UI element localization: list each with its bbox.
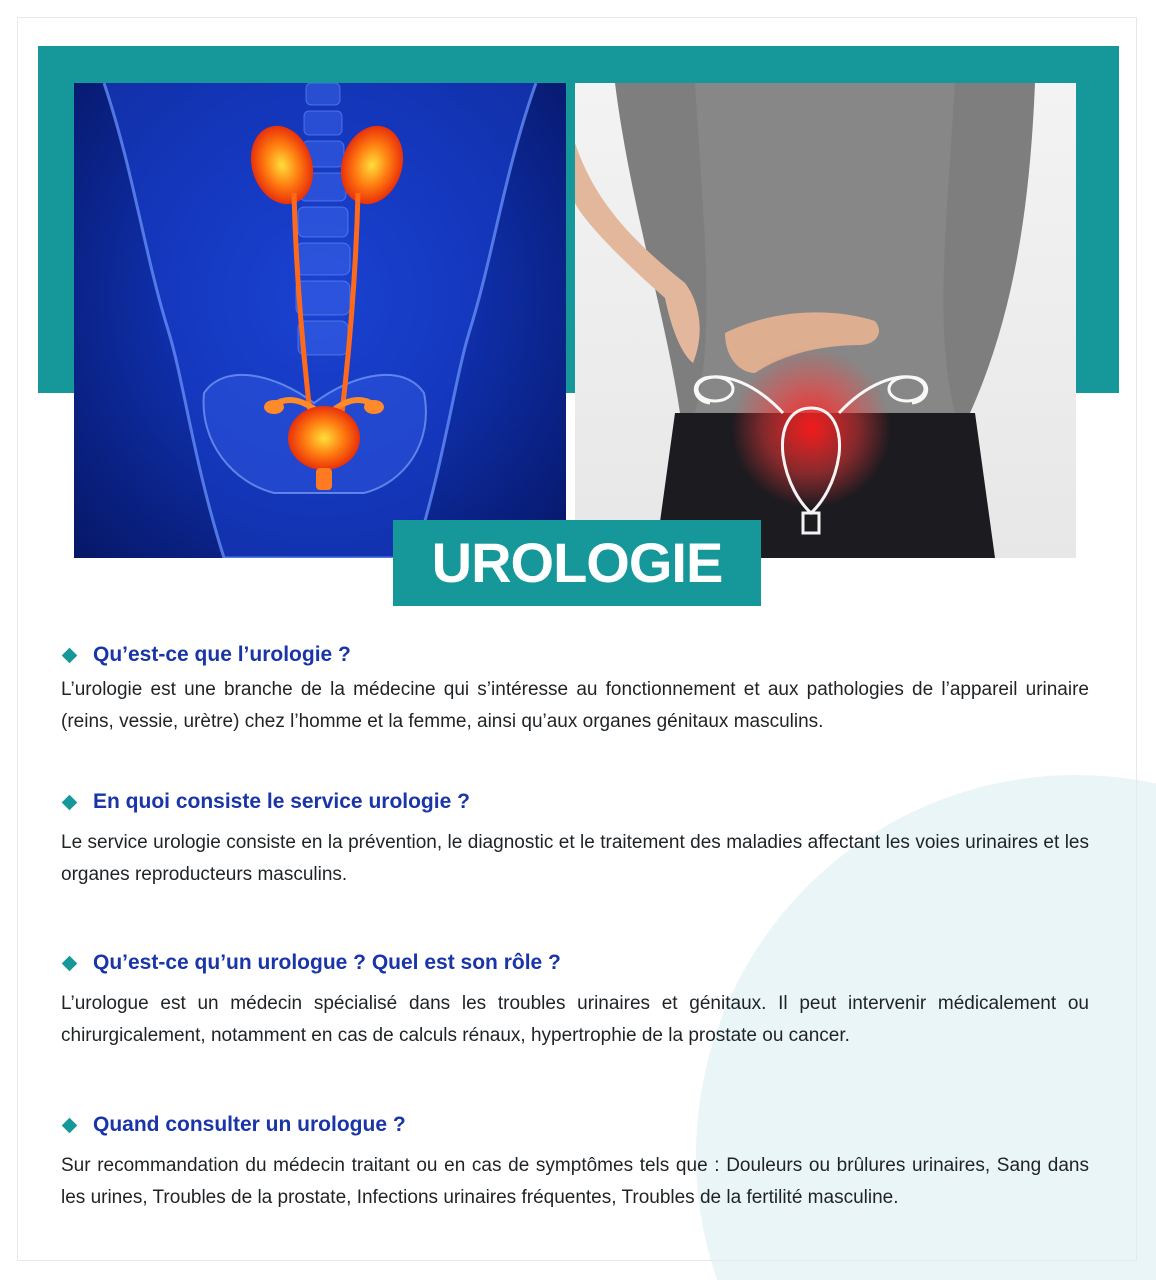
section-title: Qu’est-ce qu’un urologue ? Quel est son rôle ? <box>93 951 561 974</box>
section-urologist-role <box>61 948 1089 1052</box>
diamond-bullet-icon <box>62 955 78 971</box>
section-when-to-consult <box>61 1110 1089 1214</box>
section-heading <box>61 640 1089 670</box>
section-service-urology <box>61 787 1089 891</box>
abdominal-pain-photo <box>575 83 1076 558</box>
section-title: Quand consulter un urologue ? <box>93 1113 406 1136</box>
abdominal-pain-svg <box>575 83 1076 558</box>
title-banner <box>393 520 761 606</box>
page-title: UROLOGIE <box>431 531 723 594</box>
section-heading <box>61 787 1089 817</box>
diamond-bullet-icon <box>62 794 78 810</box>
section-what-is-urology <box>61 640 1089 738</box>
section-body: L’urologue est un médecin spécialisé dans les troubles urinaires et génitaux. Il peut intervenir médicalement ou chirurgicalement, notamment en cas de calculs rénaux, hypertrophie de la prostate ou cancer. <box>61 993 1089 1046</box>
anatomy-illustration <box>74 83 566 558</box>
diamond-bullet-icon <box>62 647 78 663</box>
section-title: Qu’est-ce que l’urologie ? <box>93 643 351 666</box>
diamond-bullet-icon <box>62 1117 78 1133</box>
section-body: Le service urologie consiste en la prévention, le diagnostic et le traitement des maladies affectant les voies urinaires et les organes reproducteurs masculins. <box>61 832 1089 885</box>
section-heading <box>61 948 1089 978</box>
anatomy-svg <box>74 83 566 558</box>
section-body: Sur recommandation du médecin traitant ou en cas de symptômes tels que : Douleurs ou brûlures urinaires, Sang dans les urines, Troubles de la prostate, Infections urinaires fréquentes, Troubles de la fertilité masculine. <box>61 1155 1089 1208</box>
section-heading <box>61 1110 1089 1140</box>
section-body: L’urologie est une branche de la médecine qui s’intéresse au fonctionnement et aux pathologies de l’appareil urinaire (reins, vessie, urètre) chez l’homme et la femme, ainsi qu’aux organes génitaux masculins. <box>61 679 1089 732</box>
section-title: En quoi consiste le service urologie ? <box>93 790 470 813</box>
